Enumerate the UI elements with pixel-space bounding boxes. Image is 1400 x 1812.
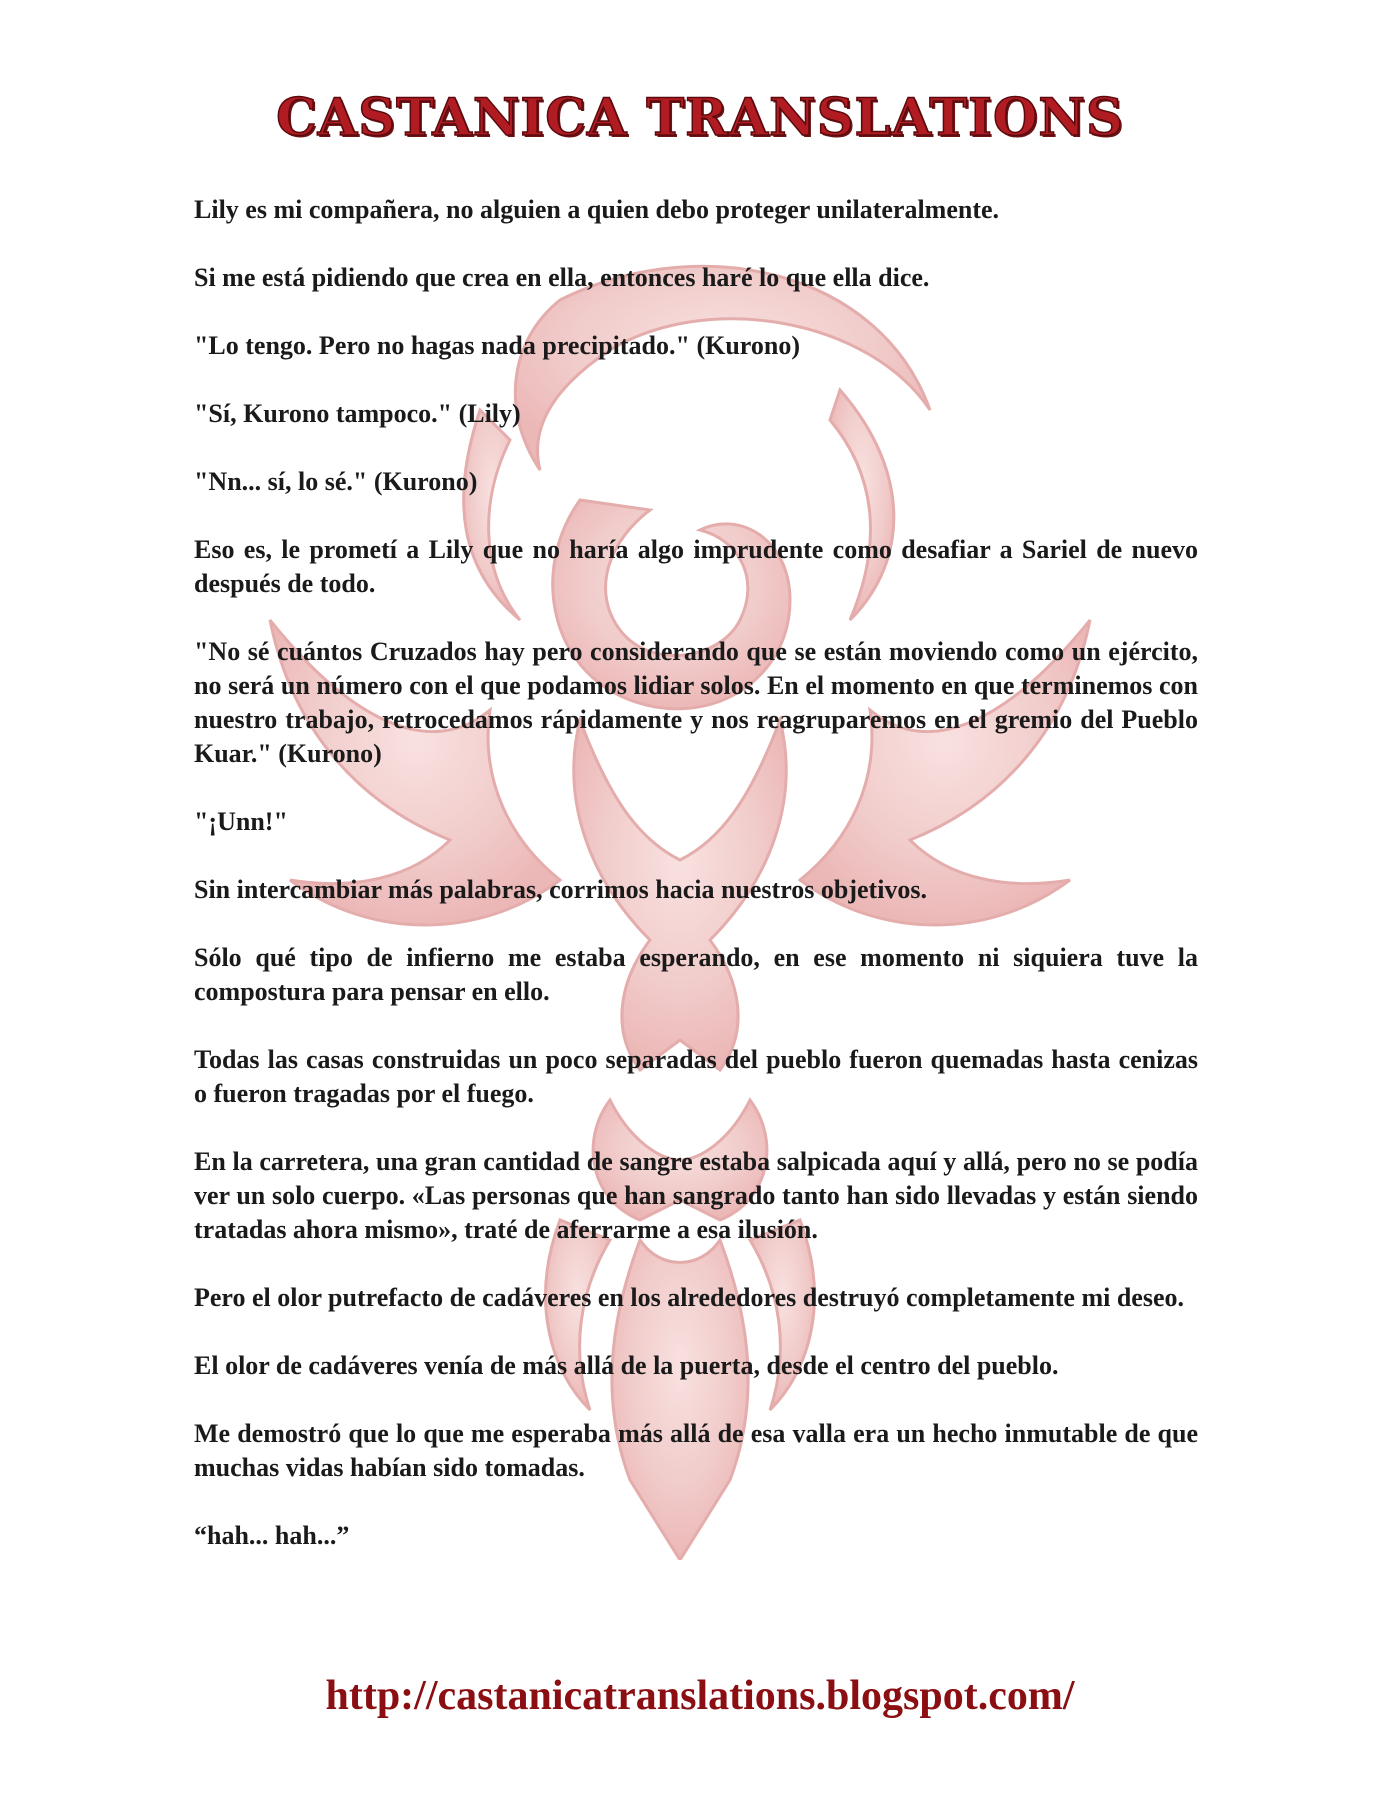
- site-title: CASTANICA TRANSLATIONS: [276, 88, 1124, 148]
- paragraph: "Lo tengo. Pero no hagas nada precipitado." (Kurono): [194, 331, 800, 360]
- paragraph: "¡Unn!": [194, 807, 288, 836]
- paragraph: Si me está pidiendo que crea en ella, entonces haré lo que ella dice.: [194, 263, 930, 292]
- paragraph: "Sí, Kurono tampoco." (Lily): [194, 399, 521, 428]
- paragraph: En la carretera, una gran cantidad de sangre estaba salpicada aquí y allá, pero no se podía ver un solo cuerpo. «Las personas que han sangrado tanto han sido llevadas y están siendo tratadas ahora mismo», traté de aferrarme a esa ilusión.: [194, 1147, 1198, 1244]
- paragraph: Sin intercambiar más palabras, corrimos hacia nuestros objetivos.: [194, 875, 928, 904]
- paragraph: Eso es, le prometí a Lily que no haría algo imprudente como desafiar a Sariel de nuevo después de todo.: [194, 535, 1198, 598]
- paragraph: El olor de cadáveres venía de más allá de la puerta, desde el centro del pueblo.: [194, 1351, 1059, 1380]
- paragraph: Todas las casas construidas un poco separadas del pueblo fueron quemadas hasta cenizas o fueron tragadas por el fuego.: [194, 1045, 1198, 1108]
- paragraph: “hah... hah...”: [194, 1521, 350, 1550]
- paragraph: Lily es mi compañera, no alguien a quien debo proteger unilateralmente.: [194, 195, 1000, 224]
- paragraph: "Nn... sí, lo sé." (Kurono): [194, 467, 478, 496]
- paragraph: Pero el olor putrefacto de cadáveres en los alrededores destruyó completamente mi deseo.: [194, 1283, 1184, 1312]
- paragraph: "No sé cuántos Cruzados hay pero considerando que se están moviendo como un ejército, no será un número con el que podamos lidiar solos. En el momento en que terminemos con nuestro trabajo, retrocedamos rápidamente y nos reagruparemos en el gremio del Pueblo Kuar." (Kurono): [194, 637, 1198, 768]
- paragraph: Sólo qué tipo de infierno me estaba esperando, en ese momento ni siquiera tuve la compostura para pensar en ello.: [194, 943, 1198, 1006]
- paragraph: Me demostró que lo que me esperaba más allá de esa valla era un hecho inmutable de que muchas vidas habían sido tomadas.: [194, 1419, 1198, 1482]
- footer-url-link[interactable]: http://castanicatranslations.blogspot.com/: [325, 1673, 1075, 1719]
- document-body: [194, 193, 1198, 1553]
